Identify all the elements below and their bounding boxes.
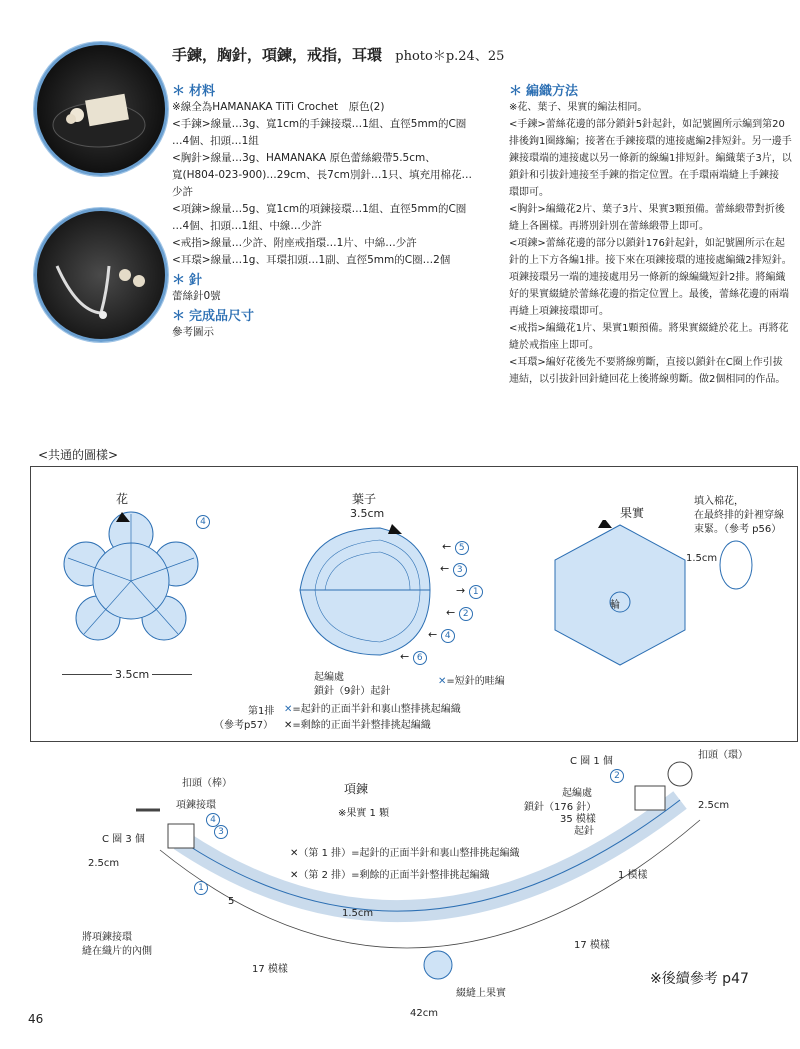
method-line: 排後鉤1圈緣編；接著在手鍊接環的連接處編2排短針。另一邊手: [509, 136, 792, 147]
materials-section: [172, 80, 472, 341]
total-length: 42cm: [410, 1008, 438, 1019]
leaf-round-number: 3: [453, 563, 467, 577]
method-lines: [509, 99, 799, 388]
necklace-round-1: [194, 880, 208, 895]
sew-note-2: 縫在織片的內側: [82, 946, 152, 957]
leaf-label: 葉子: [352, 492, 377, 506]
leaf-round-number: 6: [413, 651, 427, 665]
method-line: <項鍊>蕾絲花邊的部分以鎖針176針起針，如記號圖所示在起: [509, 238, 785, 249]
chain-35-label: 35 模樣: [560, 814, 596, 825]
leaf-round-3: ← 3: [440, 562, 467, 577]
bracelet-photo-art: [37, 45, 165, 173]
page-number: 46: [28, 1012, 44, 1026]
leaf-round-1: → 1: [456, 584, 483, 599]
cross-stitch-icon: ✕: [284, 720, 293, 731]
c-ring-left-label: C 圈 3 個: [102, 834, 145, 845]
necklace-title: 項鍊: [344, 782, 369, 796]
fruit-on-necklace-icon: [424, 951, 452, 979]
method-line: ※花、葉子、果實的編法相同。: [509, 102, 648, 113]
materials-line: 少許: [172, 186, 193, 198]
materials-line: <胸針>線量…3g、HAMANAKA 原色蕾絲緞帶5.5cm、: [172, 152, 436, 164]
fruit-note-1: 填入棉花，: [694, 496, 744, 507]
leaf-round-4: ← 4: [428, 628, 455, 643]
continue-note: ※後續參考 p47: [650, 971, 749, 987]
right-connector-icon: [635, 786, 665, 810]
method-line: 連結，以引拔針回針縫回花上後將線剪斷。做2個相同的作品。: [509, 374, 786, 385]
clasp-bar-label: 扣頭（棒）: [182, 778, 232, 789]
chain-start-label: 鎖針（176 針）: [524, 802, 597, 813]
flower-round-number: 4: [196, 515, 210, 529]
leaf-round-number: 5: [455, 541, 469, 555]
necklace-legend-1: [290, 844, 520, 859]
size-heading: [172, 305, 472, 324]
legend-a: [284, 700, 461, 715]
leaf-round-5: ← 5: [442, 540, 469, 555]
necklace-round-number: 1: [194, 881, 208, 895]
fruit-label: 果實: [620, 506, 645, 520]
leaf-round-number: 1: [469, 585, 483, 599]
legend-b: [284, 716, 431, 731]
seventeen-left-label: 17 模樣: [252, 964, 288, 975]
c-ring-right-label: C 圈 1 個: [570, 756, 613, 767]
bullet-icon: ＊: [172, 273, 186, 288]
start-marker-icon: [598, 520, 612, 528]
necklace-diagram: [60, 760, 790, 1030]
needle-text: 蕾絲針0號: [172, 290, 221, 302]
leaf-size: 3.5cm: [350, 507, 385, 520]
method-line: 縫上各圖樣。再將別針別在蕾絲緞帶上即可。: [509, 221, 709, 232]
materials-lines: [172, 99, 472, 269]
leaf-round-2: ← 2: [446, 606, 473, 621]
necklace-legend-1-text: （第 1 排）=起針的正面半針和裏山整排挑起編織: [298, 848, 520, 859]
leaf-start-label: 起編處: [314, 672, 344, 683]
method-section: [509, 80, 799, 388]
bullet-icon: ＊: [172, 309, 186, 324]
seventeen-right-label: 17 模樣: [574, 940, 610, 951]
photo-bracelet: [34, 42, 168, 176]
width-label: 1.5cm: [342, 908, 374, 919]
page-title: [172, 44, 504, 65]
start-label: 起編處: [562, 788, 592, 799]
row1-ref: （參考p57）: [214, 720, 274, 731]
needle-heading-text: 針: [189, 273, 203, 288]
necklace-round-number: 4: [206, 813, 220, 827]
size-heading-text: 完成品尺寸: [189, 309, 255, 324]
materials-line: …4個、扣頭…1組: [172, 135, 259, 147]
flower-size: 3.5cm: [112, 668, 152, 681]
fruit-note-3: 束緊。（參考 p56）: [694, 524, 782, 535]
needle-heading: [172, 269, 472, 288]
len-left: 2.5cm: [88, 858, 120, 869]
cross-stitch-icon: ✕: [438, 676, 447, 687]
photo-reference: photo＊p.24、25: [395, 49, 505, 64]
method-line: 縫於戒指座上即可。: [509, 340, 599, 351]
method-line: <戒指>編織花1片、果實1顆預備。將果實綴縫於花上。再將花: [509, 323, 789, 334]
method-line: 項鍊接環另一端的連接處用另一條新的線編織短針2排。將編織: [509, 272, 786, 283]
method-line: 鍊接環端的連接處以另一條新的線編1排短針。編織葉子3片，以: [509, 153, 792, 164]
cross-stitch-icon: ✕: [290, 848, 299, 859]
leaf-chain-label: 鎖針（9針）起針: [314, 686, 391, 697]
title-text: 手鍊，胸針，項鍊，戒指，耳環: [172, 46, 383, 64]
fruit-ball: [716, 538, 756, 592]
fruit-size: 1.5cm: [686, 553, 718, 564]
necklace-round-3: [214, 824, 228, 839]
sew-note-1: 將項鍊接環: [82, 932, 132, 943]
fruit-note: 綴縫上果實: [456, 988, 506, 999]
necklace-round-2: [610, 768, 624, 783]
flower-diagram: [56, 506, 206, 666]
photo-necklace: [34, 208, 168, 342]
method-line: <耳環>編好花後先不要將線剪斷，直接以鎖針在C圈上作引拔: [509, 357, 783, 368]
one-motif-label: 1 模樣: [618, 870, 648, 881]
necklace-note: ※果實 1 顆: [338, 808, 390, 819]
len-right: 2.5cm: [698, 800, 730, 811]
materials-line: <手鍊>線量…3g、寬1cm的手鍊接環…1組、直徑5mm的C圈: [172, 118, 467, 130]
materials-line: ※線全為HAMANAKA TiTi Crochet 原色(2): [172, 101, 385, 113]
clasp-ring-icon: [668, 762, 692, 786]
flower-label: 花: [116, 492, 129, 506]
flower-round-marker: [196, 514, 210, 529]
necklace-round-number: 3: [214, 825, 228, 839]
bullet-icon: ＊: [172, 84, 186, 99]
leaf-round-number: 4: [441, 629, 455, 643]
legend-a-text: =起針的正面半針和裏山整排挑起編織: [292, 704, 461, 715]
method-line: 針的上下方各編1排。接下來在項鍊接環的連接處編織2排短針。: [509, 255, 792, 266]
clasp-ring-label: 扣頭（環）: [698, 750, 748, 761]
fruit-diagram: [540, 520, 700, 670]
start-marker-icon: [388, 524, 402, 534]
leaf-round-6: ← 6: [400, 650, 427, 665]
bullet-icon: ＊: [509, 84, 523, 99]
method-line: <胸針>編織花2片、葉子3片、果實3顆預備。蕾絲緞帶對折後: [509, 204, 785, 215]
materials-heading: [172, 80, 472, 99]
materials-line: <戒指>線量…少許、附座戒指環…1片、中綿…少許: [172, 237, 417, 249]
method-line: 再縫上項鍊接環即可。: [509, 306, 609, 317]
size-text: 參考圖示: [172, 326, 214, 338]
materials-line: …4個、扣頭…1組、中線…少許: [172, 220, 322, 232]
fruit-note-2: 在最終排的針裡穿線: [694, 510, 784, 521]
row1-label: 第1排: [248, 706, 275, 717]
materials-heading-text: 材料: [189, 84, 216, 99]
connector-label: 項鍊接環: [176, 800, 216, 811]
method-line: 環即可。: [509, 187, 549, 198]
necklace-photo-art: [37, 211, 165, 339]
materials-line: <項鍊>線量…5g、寬1cm的項鍊接環…1組、直徑5mm的C圈: [172, 203, 467, 215]
method-line: 鎖針和引拔針連接至手鍊的指定位置。在手環兩端縫上手鍊接: [509, 170, 779, 181]
method-line: 好的果實綴縫於蕾絲花邊的指定位置上。最後，蕾絲花邊的兩端: [509, 289, 789, 300]
method-line: <手鍊>蕾絲花邊的部分鎖針5針起針，如記號圖所示編到第20: [509, 119, 785, 130]
left-connector-icon: [168, 824, 194, 848]
cross-stitch-icon: ✕: [284, 704, 293, 715]
method-heading: [509, 80, 799, 99]
leaf-legend: [438, 672, 505, 687]
chain-start2-label: 起針: [574, 826, 594, 837]
leaf-legend-text: =短針的畦編: [446, 676, 505, 687]
common-pattern-heading: <共通的圖樣>: [38, 448, 119, 462]
materials-line: 寬(H804-023-900)…29cm、長7cm別針…1只、填充用棉花…: [172, 169, 473, 181]
necklace-row-5: 5: [228, 896, 235, 907]
cross-stitch-icon: ✕: [290, 870, 299, 881]
materials-line: <耳環>線量…1g、耳環扣頭…1副、直徑5mm的C圈…2個: [172, 254, 451, 266]
necklace-round-number: 2: [610, 769, 624, 783]
leaf-diagram: [280, 520, 450, 670]
necklace-legend-2: [290, 866, 490, 881]
legend-b-text: =剩餘的正面半針整排挑起編織: [292, 720, 431, 731]
method-heading-text: 編織方法: [526, 84, 579, 99]
leaf-round-number: 2: [459, 607, 473, 621]
fruit-center: 輪: [610, 600, 620, 611]
necklace-legend-2-text: （第 2 排）=剩餘的正面半針整排挑起編織: [298, 870, 490, 881]
